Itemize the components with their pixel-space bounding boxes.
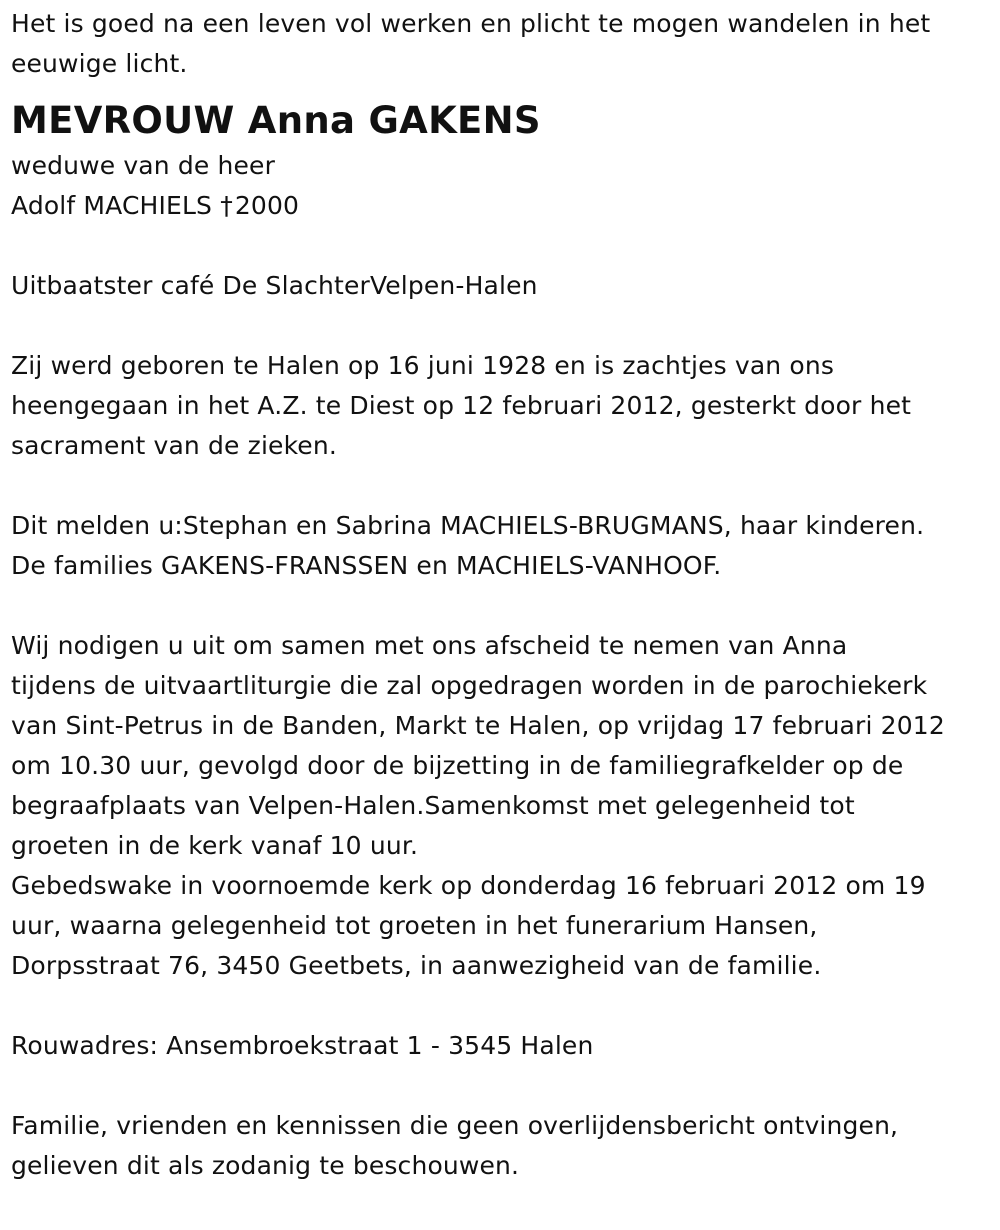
announcers-paragraph	[11, 506, 988, 586]
birth-death-line: Zij werd geboren te Halen op 16 juni 1928 en is zachtjes van ons	[11, 351, 834, 380]
funeral-line: groeten in de kerk vanaf 10 uur.	[11, 831, 419, 860]
funeral-line: uur, waarna gelegenheid tot groeten in het funerarium Hansen,	[11, 911, 818, 940]
spouse-block	[11, 146, 988, 226]
funeral-line: om 10.30 uur, gevolgd door de bijzetting in de familiegrafkelder op de	[11, 751, 904, 780]
occupation-line: Uitbaatster café De SlachterVelpen-Halen	[11, 271, 538, 300]
spacer	[11, 586, 988, 626]
spouse-name: Adolf MACHIELS	[11, 191, 213, 220]
birth-death-line: sacrament van de zieken.	[11, 431, 337, 460]
mourning-address: Rouwadres: Ansembroekstraat 1 - 3545 Halen	[11, 1031, 594, 1060]
intro-paragraph	[11, 4, 988, 84]
birth-death-paragraph	[11, 346, 988, 466]
announcers-line: De families GAKENS-FRANSSEN en MACHIELS-VANHOOF.	[11, 551, 722, 580]
funeral-line: van Sint-Petrus in de Banden, Markt te Halen, op vrijdag 17 februari 2012	[11, 711, 945, 740]
spouse-death-year: 2000	[234, 191, 300, 220]
deceased-name: MEVROUW Anna GAKENS	[11, 99, 541, 142]
funeral-line: Wij nodigen u uit om samen met ons afscheid te nemen van Anna	[11, 631, 848, 660]
funeral-line: Gebedswake in voornoemde kerk op donderdag 16 februari 2012 om 19	[11, 871, 926, 900]
funeral-paragraph	[11, 626, 988, 986]
funeral-line: begraafplaats van Velpen-Halen.Samenkomst met gelegenheid tot	[11, 791, 855, 820]
widow-of-line: weduwe van de heer	[11, 151, 276, 180]
spacer	[11, 1066, 988, 1106]
announcers-line: Dit melden u:Stephan en Sabrina MACHIELS-BRUGMANS, haar kinderen.	[11, 511, 925, 540]
funeral-line: Dorpsstraat 76, 3450 Geetbets, in aanwezigheid van de familie.	[11, 951, 822, 980]
funeral-line: tijdens de uitvaartliturgie die zal opgedragen worden in de parochiekerk	[11, 671, 928, 700]
closing-line: gelieven dit als zodanig te beschouwen.	[11, 1151, 520, 1180]
intro-line: eeuwige licht.	[11, 49, 188, 78]
spacer	[11, 226, 988, 266]
cross-icon: †	[220, 191, 233, 220]
closing-paragraph	[11, 1106, 988, 1186]
spouse-line	[11, 186, 988, 226]
spacer	[11, 986, 988, 1026]
spacer	[11, 466, 988, 506]
birth-death-line: heengegaan in het A.Z. te Diest op 12 februari 2012, gesterkt door het	[11, 391, 912, 420]
closing-line: Familie, vrienden en kennissen die geen overlijdensbericht ontvingen,	[11, 1111, 899, 1140]
intro-line: Het is goed na een leven vol werken en plicht te mogen wandelen in het	[11, 9, 931, 38]
spacer	[11, 306, 988, 346]
